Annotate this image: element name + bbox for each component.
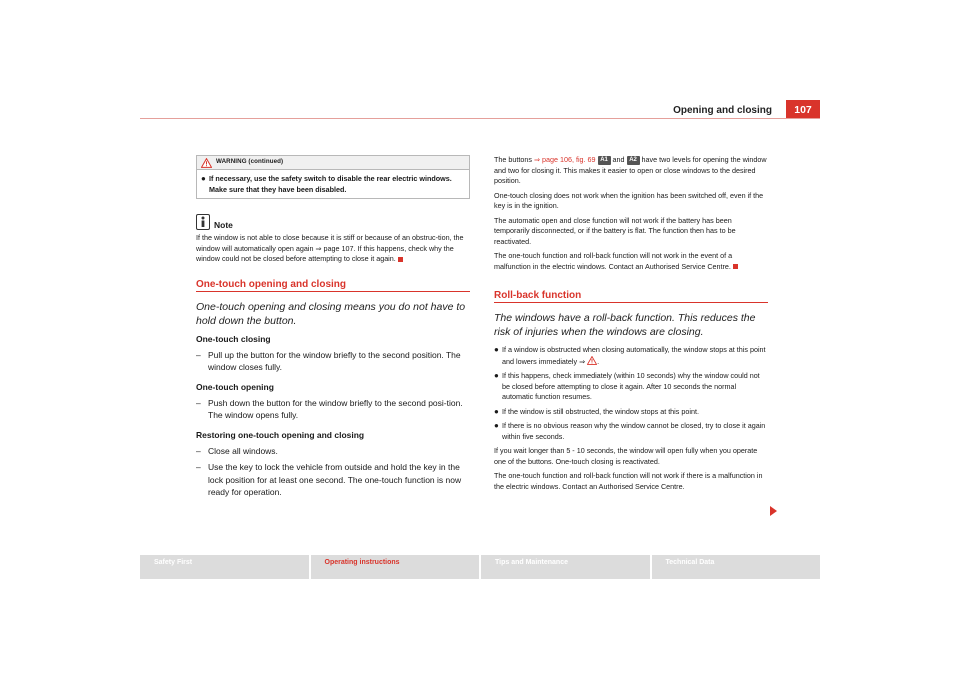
bullet-no-reason-text: If there is no obvious reason why the window cannot be closed, try to close it again within five seconds. — [502, 421, 766, 441]
step-restore-1 — [196, 445, 470, 458]
end-of-section-icon — [398, 257, 403, 262]
warning-triangle-icon[interactable] — [587, 356, 600, 366]
next-page-arrow-icon[interactable] — [770, 506, 777, 516]
bullet-still-obstructed — [494, 407, 768, 418]
buttons-paragraph — [494, 155, 768, 187]
bullet-obstructed-end: . — [597, 356, 600, 366]
para-ignition: One-touch closing does not work when the ignition has been switched off, even if the key is in the ignition. — [494, 190, 764, 210]
step-restore-2 — [196, 461, 470, 499]
section-title-roll-back: Roll-back function — [494, 290, 582, 301]
warning-text — [197, 170, 469, 198]
para-roll-back-malfunction: The one-touch function and roll-back function will not work if there is a malfunction in the electric windows. Contact an Authorised Service Centre. — [494, 471, 763, 491]
tab-technical-data[interactable]: Technical Data — [652, 555, 821, 579]
step-restore-2-text: Use the key to lock the vehicle from outside and hold the key in the lock position for at least one second. The one-touch function is now ready for operation. — [208, 462, 462, 497]
dash-glyph: – — [196, 349, 201, 360]
warning-box — [196, 155, 470, 199]
subhead-one-touch-closing: One-touch closing — [196, 333, 271, 344]
para-malfunction-text: The one-touch function and roll-back function will not work in the event of a malfunction in the electric windows. Contact an Authorised Service Centre. — [494, 251, 733, 271]
step-opening — [196, 397, 470, 422]
subhead-restoring: Restoring one-touch opening and closing — [196, 429, 365, 440]
para-battery: The automatic open and close function will not work if the battery has been temporarily disconnected, or if the battery is flat. The function then has to be reactivated. — [494, 215, 736, 246]
page-106-link[interactable]: ⇒ page 106, fig. 69 — [533, 155, 596, 164]
bullet-glyph: ● — [494, 345, 499, 354]
warning-body-text: If necessary, use the safety switch to disable the rear electric windows. Make sure that they have been disabled. — [209, 174, 452, 194]
bullet-obstructed-body: If a window is obstructed when closing automatically, the window stops at this point and lowers immediately ⇒ — [502, 345, 766, 366]
dash-glyph: – — [196, 445, 201, 456]
subhead-one-touch-opening: One-touch opening — [196, 381, 274, 392]
bullet-glyph: ● — [494, 406, 499, 416]
dash-glyph: – — [196, 397, 201, 408]
section-intro-one-touch: One-touch opening and closing means you do not have to hold down the button. — [196, 300, 466, 327]
note-label: Note — [214, 220, 233, 230]
buttons-post: have two levels for opening the window and two for closing it. This makes it easier to open or close windows to the desired position. — [494, 155, 767, 185]
bullet-no-reason — [494, 421, 768, 442]
section-title-one-touch: One-touch opening and closing — [196, 278, 346, 290]
buttons-pre: The buttons — [494, 155, 534, 164]
dash-glyph: – — [196, 462, 201, 472]
tab-tips-and-maintenance[interactable]: Tips and Maintenance — [481, 555, 650, 579]
header-rule — [140, 118, 820, 119]
bullet-glyph: ● — [201, 174, 206, 183]
step-restore-1-text: Close all windows. — [208, 445, 278, 456]
step-closing — [196, 349, 470, 374]
bullet-glyph: ● — [494, 421, 499, 430]
para-wait-longer: If you wait longer than 5 - 10 seconds, the window will open fully when you operate one of the buttons. One-touch closing is reactivated. — [494, 446, 758, 466]
bullet-obstructed — [494, 345, 768, 367]
step-closing-text: Pull up the button for the window briefly to the second position. The window closes fully. — [208, 349, 461, 372]
badge-a1: A1 — [598, 156, 611, 165]
right-column — [494, 155, 768, 496]
note-text — [196, 233, 470, 265]
note-body: If the window is not able to close because it is stiff or because of an obstruc-tion, the window will automatically open again ⇒ page 107. If this happens, check why the window could not be closed before attempting to close it again. — [196, 233, 464, 263]
warning-triangle-icon — [201, 158, 212, 168]
warning-label: WARNING (continued) — [216, 158, 284, 166]
bullet-check — [494, 371, 768, 403]
para-malfunction — [494, 251, 768, 272]
bullet-obstructed-text — [502, 345, 768, 367]
note-header — [196, 213, 470, 230]
footer-nav — [140, 555, 820, 579]
step-opening-text: Push down the button for the window briefly to the second posi-tion. The window opens fully. — [208, 397, 463, 420]
note-info-icon — [196, 214, 210, 230]
badge-a2: A2 — [627, 156, 640, 165]
left-column — [196, 155, 470, 499]
bullet-still-obstructed-text: If the window is still obstructed, the window stops at this point. — [502, 406, 699, 416]
tab-operating-instructions[interactable]: Operating instructions — [311, 555, 480, 579]
tab-safety-first[interactable]: Safety First — [140, 555, 309, 579]
bullet-check-text: If this happens, check immediately (within 10 seconds) why the window could not be closed before attempting to close it again. After 10 seconds the normal automatic function resumes. — [502, 371, 760, 401]
bullet-glyph: ● — [494, 371, 499, 380]
badge-and: and — [610, 155, 627, 164]
page-number: 107 — [786, 100, 820, 119]
section-intro-roll-back: The windows have a roll-back function. This reduces the risk of injuries when the windows are closing. — [494, 312, 756, 338]
header-title: Opening and closing — [673, 105, 772, 116]
end-of-section-icon — [733, 264, 738, 269]
warning-header — [197, 156, 469, 170]
page-header — [140, 100, 820, 119]
